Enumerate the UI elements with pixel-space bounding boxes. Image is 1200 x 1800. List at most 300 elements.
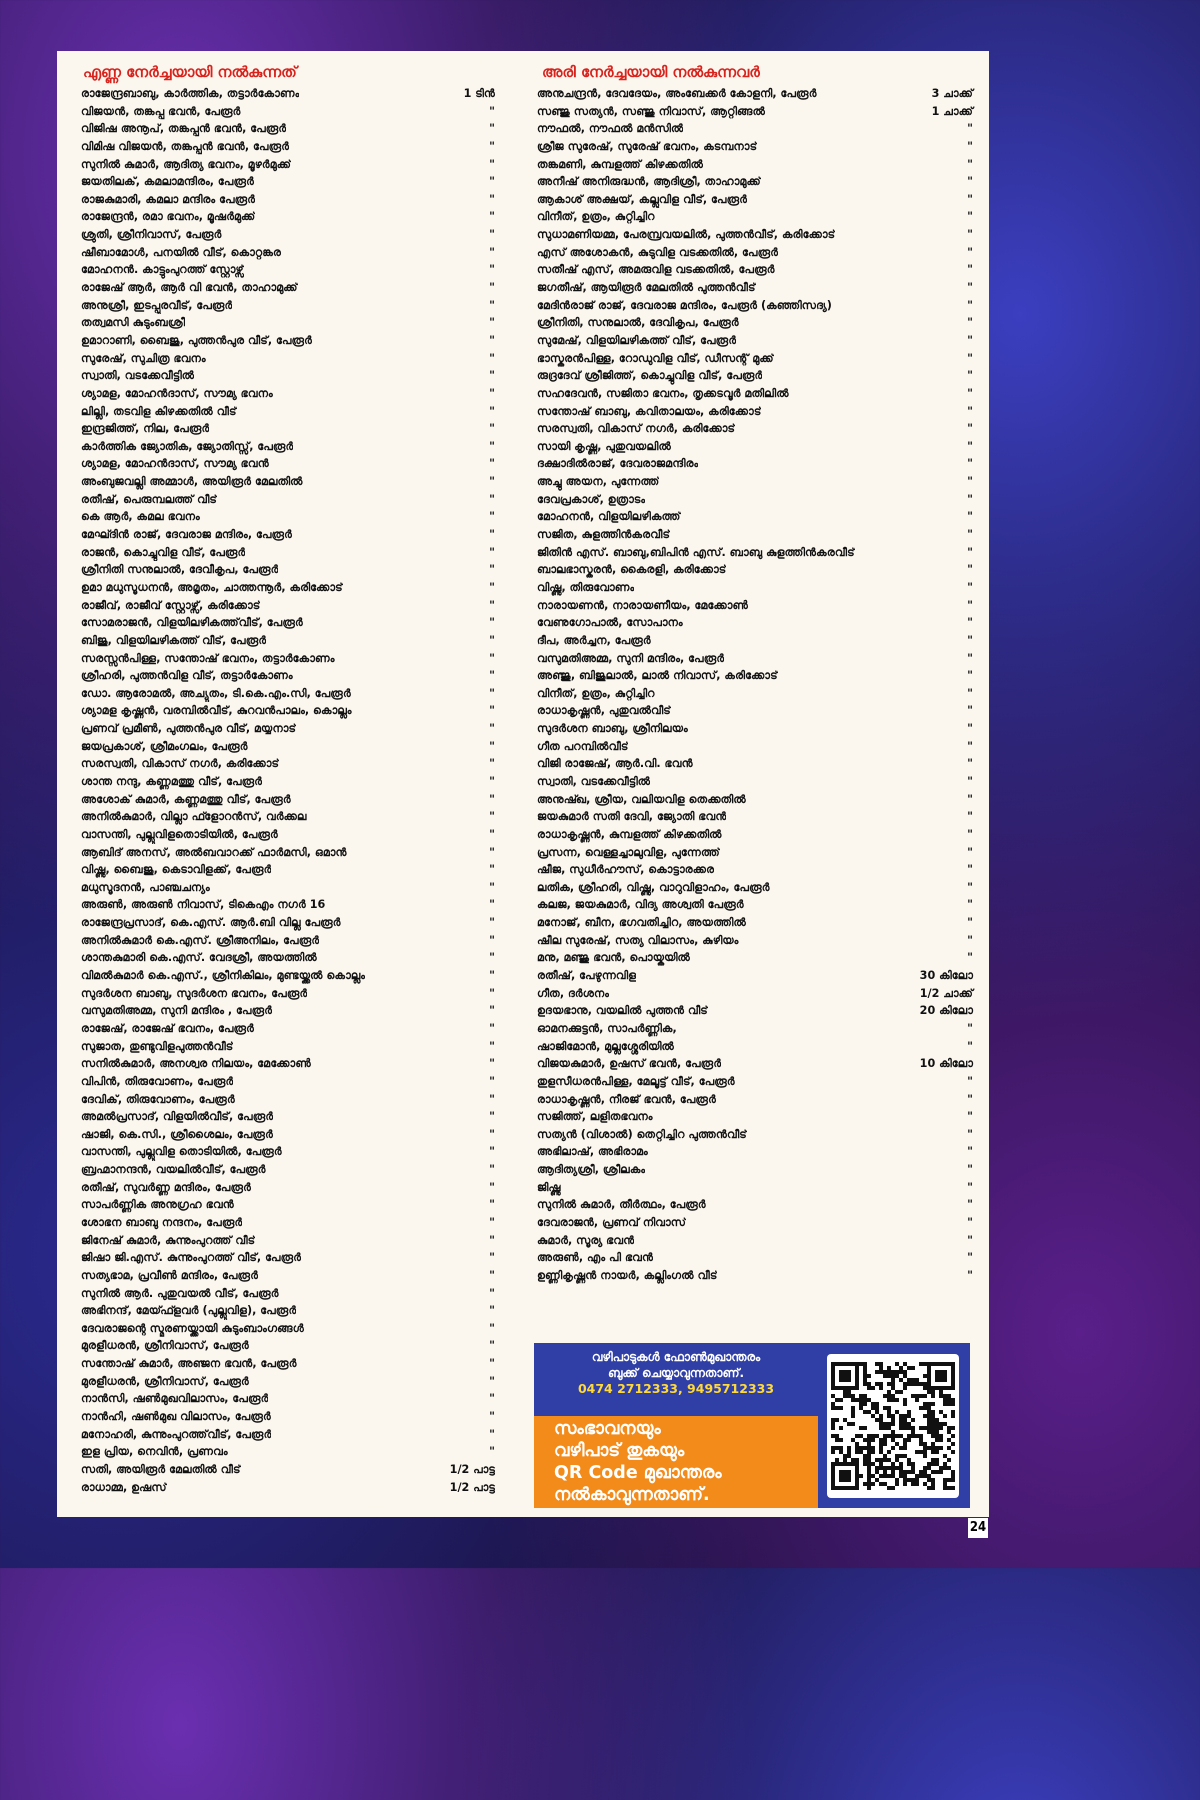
offering-quantity: " xyxy=(489,104,495,118)
offering-quantity: " xyxy=(489,1357,495,1371)
donor-name: സജിത്ത്, ലളിതഭവനം xyxy=(537,1110,653,1124)
donor-name: ഷാജി, കെ.സി., ശ്രീശൈലം, പേരൂർ xyxy=(81,1127,273,1141)
list-item xyxy=(81,1126,495,1144)
offering-quantity: " xyxy=(967,1021,973,1035)
offering-quantity: " xyxy=(967,633,973,647)
donor-name: മുരളീധരൻ, ശ്രീനിവാസ്, പേരൂർ xyxy=(81,1339,249,1353)
offering-quantity: " xyxy=(489,1180,495,1194)
offering-quantity: " xyxy=(967,404,973,418)
donor-name: മനോഹരി, കുന്നുംപുറത്ത്‌വീട്, പേരൂർ xyxy=(81,1427,272,1441)
list-item xyxy=(81,1426,495,1444)
list-item xyxy=(537,650,973,668)
offering-quantity: " xyxy=(489,1233,495,1247)
list-item xyxy=(81,632,495,650)
offering-quantity: " xyxy=(967,369,973,383)
donor-name: സ്വാതി, വടക്കേവീട്ടിൽ xyxy=(537,774,651,788)
offering-quantity: 30 കിലോ xyxy=(919,969,973,983)
donor-name: സന്തോഷ് കുമാർ, അഞ്ജന ഭവൻ, പേരൂർ xyxy=(81,1357,297,1371)
page-number: 24 xyxy=(968,1518,988,1538)
donor-name: ബിജു, വിളയിലഴികത്ത് വീട്, പേരൂർ xyxy=(81,633,267,647)
list-item xyxy=(537,420,973,438)
list-item xyxy=(537,491,973,509)
donor-name: വസുമതിഅമ്മ, സുനി മന്ദിരം, പേരൂർ xyxy=(537,651,725,665)
list-item xyxy=(537,1267,973,1285)
donor-name: ദേവപ്രകാശ്, ഉത്രാടം xyxy=(537,492,646,506)
list-item xyxy=(81,1161,495,1179)
offering-quantity: " xyxy=(489,457,495,471)
donor-name: ഭാസ്കരൻപിള്ള, റോഡുവിള വീട്, ഡീസന്റ് മുക്ക് xyxy=(537,351,774,365)
list-item xyxy=(81,1143,495,1161)
list-item xyxy=(537,1196,973,1214)
offering-quantity: " xyxy=(489,510,495,524)
offering-quantity: " xyxy=(967,916,973,930)
donor-name: ഷീജ, സുധീർഹൗസ്, കൊട്ടാരക്കര xyxy=(537,863,715,877)
list-item xyxy=(81,1479,495,1497)
list-item xyxy=(537,738,973,756)
donor-name: സുദർശന ബാബു, ശ്രീനിലയം xyxy=(537,722,688,736)
donor-name: മോഹനൻ. കാട്ടുംപുറത്ത് സ്റ്റോഴ്സ് xyxy=(81,263,244,277)
donor-name: ഉമാ മധുസൂധനൻ, അമൃതം, ചാത്തന്നൂർ, കരിക്കോട് xyxy=(81,580,343,594)
offering-quantity: " xyxy=(489,1321,495,1335)
offering-quantity: " xyxy=(967,792,973,806)
offering-quantity: " xyxy=(489,827,495,841)
offering-quantity: " xyxy=(489,986,495,1000)
donor-name: വിമിഷ വിജയൻ, തങ്കപ്പൻ ഭവൻ, പേരൂർ xyxy=(81,139,290,153)
list-item xyxy=(81,1443,495,1461)
list-item xyxy=(81,138,495,156)
donor-name: വാസന്തി, പുല്ലുവിള തൊടിയിൽ, പേരൂർ xyxy=(81,1145,282,1159)
offering-quantity: " xyxy=(489,739,495,753)
offering-quantity: 1/2 പാട്ട xyxy=(449,1480,495,1494)
list-item xyxy=(81,614,495,632)
offering-quantity: " xyxy=(489,1445,495,1459)
offering-quantity: " xyxy=(967,845,973,859)
offering-quantity: 1 ചാക്ക് xyxy=(931,104,973,118)
offering-quantity: " xyxy=(489,951,495,965)
offering-quantity: " xyxy=(489,1145,495,1159)
donor-name: ഉണ്ണികൃഷ്ണൻ നായർ, കല്ലിംഗൽ വീട് xyxy=(537,1268,718,1282)
offering-quantity: " xyxy=(489,157,495,171)
list-item xyxy=(537,1179,973,1197)
list-item xyxy=(81,173,495,191)
donor-name: അഭിലാഷ്, അഭിരാമം xyxy=(537,1145,648,1159)
offering-quantity: " xyxy=(967,1074,973,1088)
donor-name: ബ്രഹ്മാനന്ദൻ, വയലിൽവീട്, പേരൂർ xyxy=(81,1163,266,1177)
offering-quantity: " xyxy=(489,933,495,947)
offering-quantity: " xyxy=(967,422,973,436)
offering-quantity: " xyxy=(489,757,495,771)
offering-quantity: 3 ചാക്ക് xyxy=(931,87,973,100)
donor-name: വിമൽകുമാർ കെ.എസ്., ശ്രീനികിലം, മുണ്ടയ്ക്കൽ കൊല്ലം xyxy=(81,969,366,983)
offering-quantity: " xyxy=(489,1374,495,1388)
list-item xyxy=(81,879,495,897)
offering-quantity: " xyxy=(489,1216,495,1229)
list-item xyxy=(537,208,973,226)
donor-name: പ്രസന്ന, വെള്ളച്ചാലുവിള, പുന്നേത്ത് xyxy=(537,845,720,859)
rice-offering-list xyxy=(537,85,973,1285)
donor-name: കാർത്തിക ജ്യോതിക, ജ്യോതിസ്സ്, പേരൂർ xyxy=(81,439,294,453)
offering-quantity: " xyxy=(967,704,973,718)
offering-quantity: " xyxy=(489,245,495,259)
list-item xyxy=(537,138,973,156)
list-item xyxy=(537,1073,973,1091)
offering-quantity: " xyxy=(967,475,973,489)
donor-name: ഇള പ്രിയ, നെവിൻ, പ്രണവം xyxy=(81,1445,228,1459)
donor-name: ജിതിൻ എസ്. ബാബു,ബിപിൻ എസ്. ബാബു കുളത്തിൻകരവീട് xyxy=(537,545,855,559)
donor-name: അരുൺ, അരുൺ നിവാസ്, ടികെഎം നഗർ 16 xyxy=(81,898,326,912)
donor-name: തങ്കമണി, കുമ്പളത്ത് കിഴക്കതിൽ xyxy=(537,157,704,171)
offering-quantity: " xyxy=(489,1074,495,1088)
list-item xyxy=(537,244,973,262)
list-item xyxy=(81,826,495,844)
offering-quantity: " xyxy=(967,933,973,947)
donor-name: കെ ആർ, കമല ഭവനം xyxy=(81,510,200,524)
offering-quantity: " xyxy=(967,281,973,295)
offering-quantity: " xyxy=(967,245,973,259)
offering-quantity: " xyxy=(489,1127,495,1141)
list-item xyxy=(537,614,973,632)
phone-numbers: 0474 2712333, 9495712333 xyxy=(577,1381,775,1396)
donor-name: അനുചന്ദ്രൻ, ദേവദേയം, അംബേക്കർ കോളനി, പേരൂർ xyxy=(537,87,817,100)
offering-quantity: 10 കിലോ xyxy=(919,1057,973,1071)
donor-name: സ്വാതി, വടക്കേവീട്ടിൽ xyxy=(81,369,195,383)
list-item xyxy=(81,579,495,597)
donor-name: ജിഷാ ജി.എസ്. കുന്നുംപുറത്ത് വീട്, പേരൂർ xyxy=(81,1251,302,1265)
donor-name: ഷീബാമോൾ, പനയിൽ വീട്, കൊറ്റങ്കര xyxy=(81,245,282,259)
donor-name: ആദിത്യശ്രീ, ശ്രീലകം xyxy=(537,1163,646,1177)
offering-quantity: " xyxy=(489,1268,495,1282)
list-item xyxy=(81,1196,495,1214)
donor-name: രാധാകൃഷ്ണൻ, പുതുവൽവീട് xyxy=(537,704,671,718)
donor-name: ജിഷ്ണു xyxy=(537,1180,561,1194)
donor-name: രാജീവ്, രാജീവ് സ്റ്റോഴ്സ്, കരിക്കോട് xyxy=(81,598,261,612)
offering-quantity: " xyxy=(967,510,973,524)
offering-quantity: " xyxy=(967,528,973,542)
donor-name: സുമേഷ്, വിളയിലഴികത്ത് വീട്, പേരൂർ xyxy=(537,333,737,347)
offering-quantity: " xyxy=(489,1004,495,1018)
list-item xyxy=(81,1373,495,1391)
offering-quantity: " xyxy=(489,316,495,330)
donor-name: ശോഭന ബാബു നന്ദനം, പേരൂർ xyxy=(81,1216,243,1229)
donor-name: രാധാകൃഷ്ണൻ, കുമ്പളത്ത് കിഴക്കതിൽ xyxy=(537,827,722,841)
list-item xyxy=(81,455,495,473)
donor-list-sheet xyxy=(57,51,989,1517)
list-item xyxy=(81,420,495,438)
donor-name: ഗീത പറമ്പിൽവീട് xyxy=(537,739,629,753)
offering-quantity: " xyxy=(967,1127,973,1141)
offering-quantity: " xyxy=(489,1021,495,1035)
donor-name: അനിൽകുമാർ കെ.എസ്. ശ്രീഅനിലം, പേരൂർ xyxy=(81,933,320,947)
list-item xyxy=(537,1091,973,1109)
list-item xyxy=(537,85,973,103)
donor-name: സരസ്വതി, വികാസ് നഗർ, കരിക്കോട് xyxy=(81,757,280,771)
donor-name: സുനിൽ കുമാർ, ആദിത്യ ഭവനം, മൂഴർമുക്ക് xyxy=(81,157,292,171)
offering-quantity: " xyxy=(489,439,495,453)
list-item xyxy=(81,244,495,262)
offering-quantity: " xyxy=(489,898,495,912)
list-item xyxy=(537,191,973,209)
donor-name: സത്യൻ (വിശാൽ) തെറ്റിച്ചിറ പുത്തൻവീട് xyxy=(537,1127,747,1141)
list-item xyxy=(537,667,973,685)
donor-name: നാൻഹി, ഷൺമുഖ വിലാസം, പേരൂർ xyxy=(81,1410,271,1424)
phone-booking-line1: വഴിപാടുകൾ ഫോൺമുഖാന്തരം xyxy=(591,1350,761,1364)
offering-quantity: " xyxy=(489,333,495,347)
list-item xyxy=(81,473,495,491)
donor-name: ശ്യാമള, മോഹൻദാസ്, സൗമ്യ ഭവൻ xyxy=(81,457,269,471)
donor-name: രാധാമ്മ, ഉഷസ് xyxy=(81,1480,167,1494)
donor-name: രാജകുമാരി, കമലാ മന്ദിരം പേരൂർ xyxy=(81,192,256,206)
list-item xyxy=(537,1038,973,1056)
offering-quantity: " xyxy=(489,686,495,700)
donor-name: ആകാശ് അക്ഷയ്, കല്ലുവിള വീട്, പേരൂർ xyxy=(537,192,748,206)
list-item xyxy=(81,844,495,862)
list-item xyxy=(537,1249,973,1267)
offering-quantity: " xyxy=(489,1339,495,1353)
list-item xyxy=(81,791,495,809)
list-item xyxy=(537,985,973,1003)
qr-payment-line3: QR Code മുഖാന്തരം xyxy=(554,1463,722,1483)
list-item xyxy=(81,491,495,509)
donor-name: രതീഷ്, പെരുമ്പലത്ത് വീട് xyxy=(81,492,217,506)
donor-name: ശാന്ത നന്ദു, കണ്ണമത്തു വീട്, പേരൂർ xyxy=(81,774,263,788)
donor-name: സോമരാജൻ, വിളയിലഴികത്ത്‌വീട്, പേരൂർ xyxy=(81,616,303,630)
donor-name: വിനീത്, ഉത്രം, കുറ്റിച്ചിറ xyxy=(537,210,655,224)
list-item xyxy=(537,755,973,773)
donor-name: മേഘ്ദിൻ രാജ്, ദേവരാജ മന്ദിരം, പേരൂർ xyxy=(81,528,293,542)
list-item xyxy=(81,120,495,138)
donor-name: രതീഷ്, പേഴുന്നവിള xyxy=(537,969,637,983)
list-item xyxy=(537,120,973,138)
list-item xyxy=(81,1285,495,1303)
donor-name: അച്ചു അയന, പുന്നേത്ത് xyxy=(537,475,660,489)
list-item xyxy=(537,367,973,385)
offering-quantity: " xyxy=(489,669,495,683)
offering-quantity: " xyxy=(489,1392,495,1406)
list-item xyxy=(537,1143,973,1161)
donor-name: നൗഫൽ, നൗഫൽ മൻസിൽ xyxy=(537,122,684,136)
list-item xyxy=(81,508,495,526)
offering-quantity: " xyxy=(967,439,973,453)
list-item xyxy=(81,861,495,879)
list-item xyxy=(537,597,973,615)
list-item xyxy=(537,896,973,914)
offering-quantity: " xyxy=(489,1304,495,1318)
list-item xyxy=(81,1179,495,1197)
offering-quantity: " xyxy=(967,563,973,577)
donor-name: വിനീത്, ഉത്രം, കുറ്റിച്ചിറ xyxy=(537,686,655,700)
donor-name: ഉദയഭാനു, വയലിൽ പുത്തൻ വീട് xyxy=(537,1004,708,1018)
list-item xyxy=(81,297,495,315)
list-item xyxy=(81,702,495,720)
donor-name: മുരളീധരൻ, ശ്രീനിവാസ്, പേരൂർ xyxy=(81,1374,249,1388)
offering-quantity: " xyxy=(489,475,495,489)
donor-name: ജയതിലക്, കമലാമന്ദിരം, പേരൂർ xyxy=(81,175,254,189)
offering-quantity: " xyxy=(967,951,973,965)
offering-quantity: " xyxy=(489,563,495,577)
list-item xyxy=(537,1020,973,1038)
qr-code-frame[interactable] xyxy=(827,1354,959,1498)
offering-quantity: " xyxy=(967,1163,973,1177)
offering-quantity: " xyxy=(967,333,973,347)
offering-quantity: " xyxy=(489,210,495,224)
offering-quantity: " xyxy=(489,1092,495,1106)
list-item xyxy=(81,914,495,932)
list-item xyxy=(537,879,973,897)
offering-quantity: " xyxy=(489,1163,495,1177)
list-item xyxy=(81,1390,495,1408)
donor-name: രാജേന്ദ്രബാബു, കാർത്തിക, തട്ടാർകോണം xyxy=(81,87,300,100)
donor-name: വിജയൻ, തങ്കപ്പ ഭവൻ, പേരൂർ xyxy=(81,104,241,118)
list-item xyxy=(537,526,973,544)
offering-quantity: " xyxy=(489,422,495,436)
offering-quantity: " xyxy=(489,1110,495,1124)
donor-name: സതി, അയിരൂർ മേലതിൽ വീട് xyxy=(81,1462,241,1476)
donor-name: നാരായണൻ, നാരായണീയം, മേക്കോൺ xyxy=(537,598,749,612)
list-item xyxy=(537,720,973,738)
donor-name: ശ്യാമള, മോഹൻദാസ്, സൗമ്യ ഭവനം xyxy=(81,386,273,400)
donor-name: അഭിനന്ദ്, മേയ്ഫ്ളവർ (പുല്ലുവിള), പേരൂർ xyxy=(81,1304,297,1318)
offering-quantity: " xyxy=(967,122,973,136)
donor-name: രാജേന്ദ്രൻ, രമാ ഭവനം, മൂഷർമുക്ക് xyxy=(81,210,256,224)
offering-quantity: " xyxy=(967,880,973,894)
donor-name: സുധാമണിയമ്മ, പേരമ്പ്രവയലിൽ, പുത്തൻവീട്, കരിക്കോട് xyxy=(537,228,836,242)
offering-quantity: " xyxy=(967,1216,973,1229)
list-item xyxy=(81,1355,495,1373)
donor-name: സുദർശന ബാബു, സുദർശന ഭവനം, പേരൂർ xyxy=(81,986,308,1000)
offering-quantity: " xyxy=(489,228,495,242)
donor-name: രാജേഷ് ആർ, ആർ വി ഭവൻ, താഹാമുക്ക് xyxy=(81,281,298,295)
offering-quantity: " xyxy=(967,457,973,471)
donor-name: അമൽപ്രസാദ്, വിളയിൽവീട്, പേരൂർ xyxy=(81,1110,274,1124)
offering-quantity: 1/2 പാട്ട xyxy=(449,1462,495,1476)
offering-quantity: " xyxy=(489,528,495,542)
offering-quantity: " xyxy=(489,492,495,506)
qr-payment-panel xyxy=(534,1416,818,1508)
donor-name: അനുഷ്ഖ, ശ്രീയ, വലിയവിള തെക്കതിൽ xyxy=(537,792,746,806)
booking-info-box xyxy=(534,1343,970,1508)
donor-name: സന്തോഷ് ബാബു, കവിതാലയം, കരിക്കോട് xyxy=(537,404,762,418)
donor-name: ഡോ. ആരോമൽ, അച്യുതം, ടി.കെ.എം.സി, പേരൂർ xyxy=(81,686,351,700)
list-item xyxy=(537,844,973,862)
donor-name: വേണുഗോപാൽ, സോപാനം xyxy=(537,616,683,630)
offering-quantity: " xyxy=(489,1039,495,1053)
offering-quantity: " xyxy=(967,210,973,224)
offering-quantity: " xyxy=(967,810,973,824)
list-item xyxy=(81,808,495,826)
offering-quantity: " xyxy=(967,157,973,171)
offering-quantity: " xyxy=(967,316,973,330)
offering-quantity: " xyxy=(489,298,495,312)
donor-name: രതീഷ്, സുവർണ്ണ മന്ദിരം, പേരൂർ xyxy=(81,1180,251,1194)
donor-name: സുരേഷ്, സുചിത്ര ഭവനം xyxy=(81,351,206,365)
list-item xyxy=(81,208,495,226)
donor-name: ശ്രീജ സുരേഷ്, സുരേഷ് ഭവനം, കടമ്പനാട് xyxy=(537,139,758,153)
offering-quantity: " xyxy=(489,1410,495,1424)
donor-name: സരസ്സൻപിള്ള, സന്തോഷ് ഭവനം, തട്ടാർകോണം xyxy=(81,651,335,665)
offering-quantity: " xyxy=(489,545,495,559)
qr-payment-line4: നൽകാവുന്നതാണ്. xyxy=(554,1485,710,1505)
list-item xyxy=(537,508,973,526)
list-item xyxy=(81,1337,495,1355)
donor-name: കലജ, ജയകുമാർ, വിദ്യ അശ്വതി പേരൂർ xyxy=(537,898,744,912)
donor-name: മനോജ്, ബീന, ഭഗവതിച്ചിറ, അയത്തിൽ xyxy=(537,916,746,930)
offering-quantity: " xyxy=(967,1092,973,1106)
list-item xyxy=(81,1320,495,1338)
donor-name: സുനിൽ കുമാർ, തീർത്ഥം, പേരൂർ xyxy=(537,1198,706,1212)
list-item xyxy=(81,755,495,773)
offering-quantity: " xyxy=(967,1268,973,1282)
list-item xyxy=(537,932,973,950)
list-item xyxy=(81,385,495,403)
donor-name: സഹദേവൻ, സജിതാ ഭവനം, തൃക്കടവൂർ മതിലിൽ xyxy=(537,386,789,400)
offering-quantity: " xyxy=(967,669,973,683)
list-item xyxy=(81,1267,495,1285)
donor-name: രുദ്രദേവ് ശ്രീജിത്ത്, കൊച്ചുവിള വീട്, പേരൂർ xyxy=(537,369,763,383)
list-item xyxy=(81,1020,495,1038)
list-item xyxy=(81,403,495,421)
offering-quantity: " xyxy=(967,827,973,841)
offering-quantity: " xyxy=(489,1286,495,1300)
donor-name: നാൻസി, ഷൺമുഖവിലാസം, പേരൂർ xyxy=(81,1392,269,1406)
donor-name: അംബുജവല്ലി അമ്മാൾ, അയിരൂർ മേലതിൽ xyxy=(81,475,303,489)
list-item xyxy=(81,597,495,615)
offering-quantity: " xyxy=(489,175,495,189)
donor-name: വിജിഷ അനൂപ്, തങ്കപ്പൻ ഭവൻ, പേരൂർ xyxy=(81,122,287,136)
donor-name: വസുമതിഅമ്മ, സുനി മന്ദിരം , പേരൂർ xyxy=(81,1004,273,1018)
donor-name: രാജൻ, കൊച്ചുവിള വീട്, പേരൂർ xyxy=(81,545,246,559)
offering-quantity: 20 കിലോ xyxy=(919,1004,973,1018)
qr-payment-line1: സംഭാവനയും xyxy=(554,1419,661,1439)
donor-name: ജയപ്രകാശ്, ശ്രീമംഗലം, പേരൂർ xyxy=(81,739,248,753)
offering-quantity: " xyxy=(489,351,495,365)
list-item xyxy=(81,103,495,121)
offering-quantity: " xyxy=(489,281,495,295)
list-item xyxy=(81,1073,495,1091)
list-item xyxy=(81,438,495,456)
offering-quantity: " xyxy=(967,686,973,700)
list-item xyxy=(537,385,973,403)
list-item xyxy=(81,1214,495,1232)
donor-name: സരസ്വതി, വികാസ് നഗർ, കരിക്കോട് xyxy=(537,422,736,436)
offering-quantity: " xyxy=(489,845,495,859)
list-item xyxy=(537,914,973,932)
list-item xyxy=(537,226,973,244)
donor-name: രാജേന്ദ്രപ്രസാദ്, കെ.എസ്. ആർ.ബി വില്ല പേരൂർ xyxy=(81,916,341,930)
qr-code-panel xyxy=(818,1343,970,1508)
donor-name: തത്വമസി കുടുംബശ്രീ xyxy=(81,316,186,330)
offering-quantity: " xyxy=(967,263,973,277)
donor-name: തുളസീധരൻപിള്ള, മേലൂട്ട് വീട്, പേരൂർ xyxy=(537,1074,735,1088)
list-item xyxy=(537,1002,973,1020)
list-item xyxy=(537,579,973,597)
offering-quantity: " xyxy=(489,192,495,206)
list-item xyxy=(537,314,973,332)
donor-name: സായി കൃഷ്ണ, പുതുവയലിൽ xyxy=(537,439,671,453)
donor-name: ഷാജിമോൻ, മുല്ലശ്ശേരിയിൽ xyxy=(537,1039,675,1053)
list-item xyxy=(537,561,973,579)
phone-booking-panel xyxy=(534,1343,818,1416)
donor-name: ബാലഭാസ്കരൻ, കൈരളി, കരിക്കോട് xyxy=(537,563,727,577)
offering-quantity: " xyxy=(967,298,973,312)
donor-name: ആബിദ് അനസ്, അൽബവാറക്ക് ഫാർമസി, ഒമാൻ xyxy=(81,845,347,859)
donor-name: മോഹനൻ, വിളയിലഴികത്ത് xyxy=(537,510,681,524)
offering-quantity: " xyxy=(967,616,973,630)
list-item xyxy=(537,438,973,456)
donor-name: ശ്രീനിതി, സനുലാൽ, ദേവികൃപ, പേരൂർ xyxy=(537,316,739,330)
list-item xyxy=(81,1002,495,1020)
donor-name: എസ് അശോകൻ, കുടുവിള വടക്കതിൽ, പേരൂർ xyxy=(537,245,779,259)
list-item xyxy=(81,985,495,1003)
